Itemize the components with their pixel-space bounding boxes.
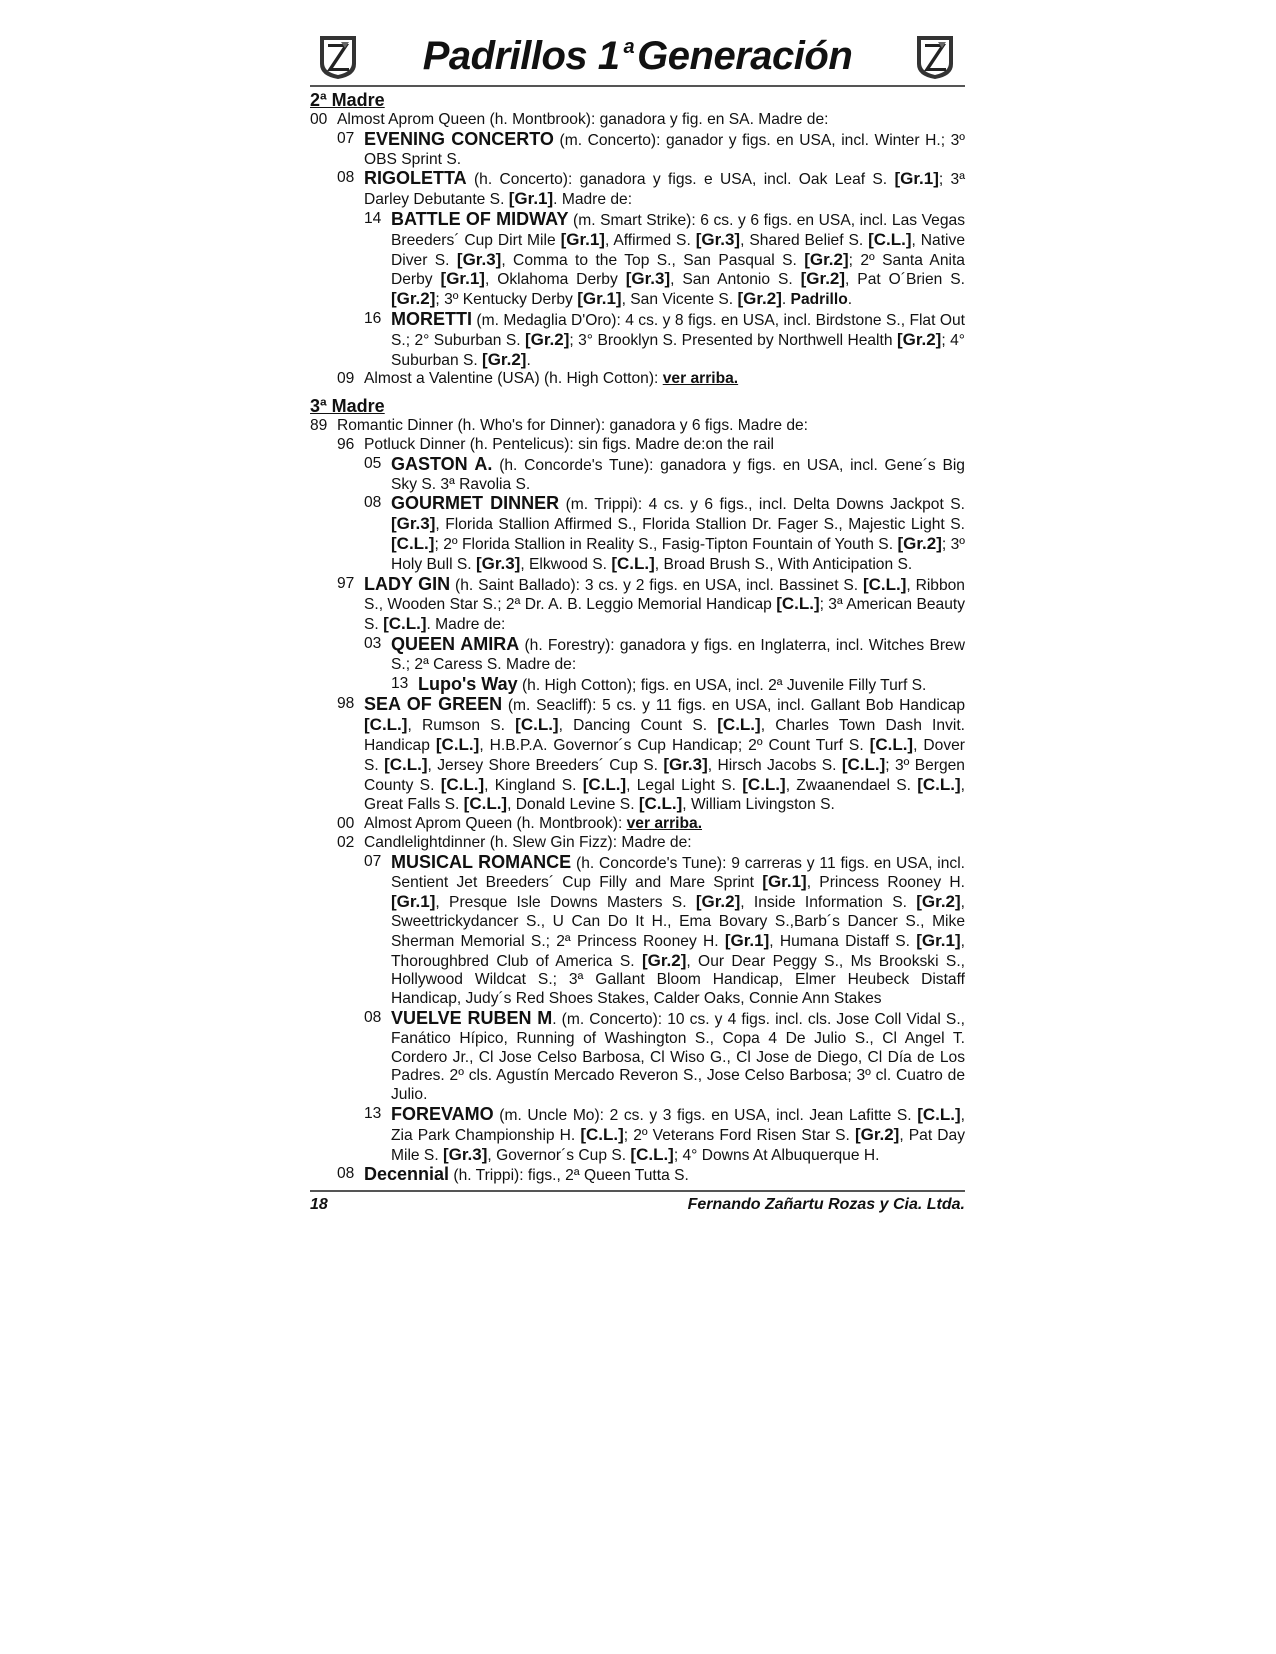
pedigree-entry — [337, 370, 965, 389]
entry-text: Almost Aprom Queen (h. Montbrook): ganadora y fig. en SA. Madre de: — [337, 111, 829, 128]
pedigree-entry — [337, 695, 965, 815]
pedigree-entry — [337, 1165, 965, 1186]
race-grade: [C.L.] — [862, 574, 907, 594]
race-grade: [C.L.] — [440, 774, 485, 794]
pedigree-entry — [337, 815, 965, 834]
horse-name: RIGOLETTA — [364, 168, 467, 189]
entry-text: Candlelightdinner (h. Slew Gin Fizz): Madre de: — [364, 833, 692, 851]
pedigree-content — [310, 89, 965, 1186]
race-grade: [C.L.] — [582, 774, 627, 794]
entry-text: LADY GIN (h. Saint Ballado): 3 cs. y 2 figs. en USA, incl. Bassinet S. [C.L.], Ribbon S., Wooden Star S.; 2ª Dr. A. B. Leggio Memorial Handicap [C.L.]; 3ª American Beauty S. [C.L.]. Madre de: — [364, 573, 965, 634]
race-grade: [Gr.2] — [916, 892, 961, 912]
entry-text: MUSICAL ROMANCE (h. Concorde's Tune): 9 carreras y 11 figs. en USA, incl. Sentient Jet Breeders´ Cup Filly and Mare Sprint [Gr.1], Princess Rooney H. [Gr.1], Presque Isle Downs Masters S. [Gr.2], Inside Information S. [Gr.2], Sweettrickydancer S., U Can Do It H., Ema Bovary S.,Barb´s Dancer S., Mike Sherman Memorial S.; 2ª Princess Rooney H. [Gr.1], Humana Distaff S. [Gr.1], Thoroughbred Club of America S. [Gr.2], Our Dear Peggy S., Ms Brookski S., Hollywood Wildcat S.; 3ª Gallant Bloom Handicap, Elmer Heubeck Distaff Handicap, Judy´s Red Shoes Stakes, Calder Oaks, Connie Ann Stakes — [391, 851, 966, 1008]
race-grade: [C.L.] — [742, 774, 786, 794]
race-grade: [C.L.] — [383, 614, 427, 634]
horse-name: MUSICAL ROMANCE — [391, 851, 572, 872]
race-grade: [Gr.3] — [695, 229, 741, 249]
entry-year: 96 — [337, 435, 355, 453]
page-number: 18 — [310, 1196, 328, 1214]
pedigree-entry — [364, 210, 965, 310]
race-grade: [Gr.1] — [391, 892, 436, 912]
race-grade: [Gr.1] — [560, 229, 605, 249]
entry-year: 03 — [364, 634, 382, 652]
entry-year: 08 — [337, 1165, 355, 1183]
pedigree-entry — [364, 1105, 965, 1165]
horse-name: BATTLE OF MIDWAY — [391, 208, 569, 229]
entry-text: Potluck Dinner (h. Pentelicus): sin figs. Madre de:on the rail — [364, 435, 774, 453]
pedigree-entry — [310, 417, 965, 436]
entry-year: 13 — [364, 1105, 382, 1123]
entry-text: VUELVE RUBEN M. (m. Concerto): 10 cs. y 4 figs. incl. cls. Jose Coll Vidal S., Fanático Hípico, Running of Washington S., Copa 4 De Julio S., Cl Angel T. Cordero Jr., Cl Jose Celso Barbosa, Cl Wiso G., Cl Jose de Diego, Cl Día de Los Padres. 2º cls. Agustín Mercado Reveron S., Jose Celso Barbosa; 3º cl. Cuatro de Julio. — [391, 1008, 965, 1104]
pedigree-entry — [337, 436, 965, 455]
pedigree-entry — [337, 169, 965, 210]
entry-year: 13 — [391, 674, 409, 692]
race-grade: [C.L.] — [868, 229, 912, 249]
entry-text: GASTON A. (h. Concorde's Tune): ganadora y figs. en USA, incl. Gene´s Big Sky S. 3ª Ravolia S. — [391, 453, 965, 493]
page-title: Padrillos 1 $^a$Generación — [422, 34, 853, 78]
pedigree-entry — [337, 575, 965, 635]
entry-year: 08 — [364, 494, 382, 512]
pedigree-entry — [337, 130, 965, 170]
race-grade: [Gr.1] — [916, 930, 961, 950]
pedigree-entry — [364, 853, 965, 1009]
race-grade: [C.L.] — [638, 794, 683, 814]
entry-text: QUEEN AMIRA (h. Forestry): ganadora y figs. en Inglaterra, incl. Witches Brew S.; 2ª Caress S. Madre de: — [391, 633, 965, 673]
entry-year: 02 — [337, 833, 355, 851]
race-grade: [C.L.] — [435, 734, 480, 754]
entry-year: 16 — [364, 309, 382, 327]
horse-name: QUEEN AMIRA — [391, 633, 520, 654]
race-grade: [C.L.] — [869, 734, 914, 754]
page-header — [310, 30, 965, 87]
race-grade: [C.L.] — [776, 594, 820, 614]
horse-name: GASTON A. — [391, 453, 493, 474]
zr-logo-icon — [913, 34, 959, 80]
section-heading: 3ª Madre — [310, 396, 385, 417]
race-grade: [C.L.] — [917, 774, 961, 794]
page-footer — [310, 1190, 965, 1214]
entry-text: Almost a Valentine (USA) (h. High Cotton): ver arriba. — [364, 370, 739, 388]
race-grade: [C.L.] — [364, 715, 408, 735]
entry-text: Almost Aprom Queen (h. Montbrook): ver arriba. — [364, 815, 703, 833]
horse-name: Decennial — [364, 1164, 450, 1185]
race-grade: [C.L.] — [917, 1105, 961, 1125]
race-grade: [C.L.] — [580, 1124, 624, 1144]
race-grade: [C.L.] — [630, 1144, 674, 1164]
race-grade: [C.L.] — [391, 533, 435, 553]
race-grade: [C.L.] — [515, 715, 559, 735]
entry-text: Lupo's Way (h. High Cotton); figs. en USA, incl. 2ª Juvenile Filly Turf S. — [418, 673, 927, 694]
horse-name: FOREVAMO — [391, 1104, 494, 1125]
entry-text: RIGOLETTA (h. Concerto): ganadora y figs. e USA, incl. Oak Leaf S. [Gr.1]; 3ª Darley Debutante S. [Gr.1]. Madre de: — [364, 168, 966, 209]
entry-text: Romantic Dinner (h. Who's for Dinner): ganadora y 6 figs. Madre de: — [337, 417, 808, 435]
pedigree-entry — [364, 310, 965, 370]
race-grade: [Gr.1] — [440, 269, 485, 289]
section-heading: 2ª Madre — [310, 90, 385, 110]
race-grade: [C.L.] — [384, 754, 428, 774]
race-grade: [Gr.1] — [577, 289, 622, 309]
entry-text: Decennial (h. Trippi): figs., 2ª Queen Tutta S. — [364, 1164, 689, 1185]
horse-name: LADY GIN — [364, 573, 451, 594]
entry-text: BATTLE OF MIDWAY (m. Smart Strike): 6 cs. y 6 figs. en USA, incl. Las Vegas Breeders´ Cup Dirt Mile [Gr.1], Affirmed S. [Gr.3], Shared Belief S. [C.L.], Native Diver S. [Gr.3], Comma to the Top S., San Pasqual S. [Gr.2]; 2º Santa Anita Derby [Gr.1], Oklahoma Derby [Gr.3], San Antonio S. [Gr.2], Pat O´Brien S. [Gr.2]; 3º Kentucky Derby [Gr.1], San Vicente S. [Gr.2]. Padrillo. — [391, 208, 966, 309]
entry-year: 08 — [337, 169, 355, 187]
ver-arriba-link[interactable]: ver arriba. — [626, 815, 703, 833]
ver-arriba-link[interactable]: ver arriba. — [662, 370, 739, 388]
race-grade: [Gr.2] — [737, 289, 782, 309]
pedigree-entry — [391, 675, 965, 696]
horse-name: GOURMET DINNER — [391, 493, 560, 514]
entry-year: 07 — [337, 129, 355, 147]
pedigree-entry — [364, 494, 965, 574]
entry-year: 97 — [337, 574, 355, 592]
race-grade: [Gr.2] — [896, 329, 942, 349]
race-grade: [Gr.3] — [663, 754, 708, 774]
entry-year: 00 — [337, 815, 355, 833]
horse-name: VUELVE RUBEN M — [391, 1008, 553, 1029]
pedigree-entry — [364, 455, 965, 495]
entry-year: 98 — [337, 695, 355, 713]
race-grade: [Gr.2] — [800, 269, 846, 289]
entry-year: 89 — [310, 417, 328, 435]
race-grade: [Gr.3] — [475, 553, 521, 573]
entry-year: 08 — [364, 1009, 382, 1027]
horse-name: MORETTI — [391, 308, 472, 329]
race-grade: [Gr.1] — [894, 169, 939, 189]
horse-name: EVENING CONCERTO — [364, 128, 554, 149]
race-grade: [Gr.3] — [456, 249, 502, 269]
pedigree-entry — [364, 1009, 965, 1105]
horse-name: Lupo's Way — [418, 673, 518, 694]
entry-text: EVENING CONCERTO (m. Concerto): ganador y figs. en USA, incl. Winter H.; 3º OBS Sprint S. — [364, 128, 965, 168]
race-grade: [Gr.2] — [641, 950, 687, 970]
entry-year: 00 — [310, 111, 328, 128]
entry-year: 14 — [364, 209, 382, 227]
entry-text: GOURMET DINNER (m. Trippi): 4 cs. y 6 figs., incl. Delta Downs Jackpot S. [Gr.3], Florida Stallion Affirmed S., Florida Stallion Dr. Fager S., Majestic Light S. [C.L.]; 2º Florida Stallion in Reality S., Fasig-Tipton Fountain of Youth S. [Gr.2]; 3º Holy Bull S. [Gr.3], Elkwood S. [C.L.], Broad Brush S., With Anticipation S. — [391, 493, 965, 573]
entry-year: 05 — [364, 454, 382, 472]
entry-text: FOREVAMO (m. Uncle Mo): 2 cs. y 3 figs. en USA, incl. Jean Lafitte S. [C.L.], Zia Park Championship H. [C.L.]; 2º Veterans Ford Risen Star S. [Gr.2], Pat Day Mile S. [Gr.3], Governor´s Cup S. [C.L.]; 4° Downs At Albuquerque H. — [391, 1104, 965, 1164]
entry-text: SEA OF GREEN (m. Seacliff): 5 cs. y 11 figs. en USA, incl. Gallant Bob Handicap [C.L.], Rumson S. [C.L.], Dancing Count S. [C.L.], Charles Town Dash Invit. Handicap [C.L.], H.B.P.A. Governor´s Cup Handicap; 2º Count Turf S. [C.L.], Dover S. [C.L.], Jersey Shore Breeders´ Cup S. [Gr.3], Hirsch Jacobs S. [C.L.]; 3º Bergen County S. [C.L.], Kingland S. [C.L.], Legal Light S. [C.L.], Zwaanendael S. [C.L.], Great Falls S. [C.L.], Donald Levine S. [C.L.], William Livingston S. — [364, 694, 966, 814]
race-grade: [C.L.] — [717, 715, 761, 735]
stallion-label: Padrillo — [790, 291, 848, 309]
pedigree-entry — [364, 635, 965, 675]
pedigree-entry — [337, 834, 965, 853]
race-grade: [Gr.2] — [524, 329, 570, 349]
race-grade: [Gr.1] — [762, 872, 807, 892]
race-grade: [Gr.1] — [724, 930, 770, 950]
race-grade: [Gr.2] — [391, 289, 436, 309]
race-grade: [C.L.] — [841, 754, 886, 774]
race-grade: [Gr.2] — [695, 892, 741, 912]
entry-year: 07 — [364, 852, 382, 870]
entry-text: MORETTI (m. Medaglia D'Oro): 4 cs. y 8 figs. en USA, incl. Birdstone S., Flat Out S.; 2° Suburban S. [Gr.2]; 3° Brooklyn S. Presented by Northwell Health [Gr.2]; 4° Suburban S. [Gr.2]. — [391, 308, 965, 369]
page — [310, 30, 965, 1214]
race-grade: [Gr.1] — [508, 189, 554, 209]
race-grade: [Gr.2] — [897, 533, 942, 553]
race-grade: [Gr.3] — [443, 1144, 488, 1164]
race-grade: [Gr.2] — [804, 249, 849, 269]
race-grade: [C.L.] — [463, 794, 508, 814]
race-grade: [Gr.2] — [482, 349, 527, 369]
race-grade: [Gr.2] — [854, 1124, 900, 1144]
entry-year: 09 — [337, 370, 355, 388]
horse-name: SEA OF GREEN — [364, 694, 503, 715]
pedigree-entry — [310, 111, 965, 130]
race-grade: [Gr.3] — [625, 269, 671, 289]
race-grade: [C.L.] — [611, 553, 655, 573]
race-grade: [Gr.3] — [391, 514, 436, 534]
publisher-name: Fernando Zañartu Rozas y Cia. Ltda. — [687, 1196, 965, 1214]
